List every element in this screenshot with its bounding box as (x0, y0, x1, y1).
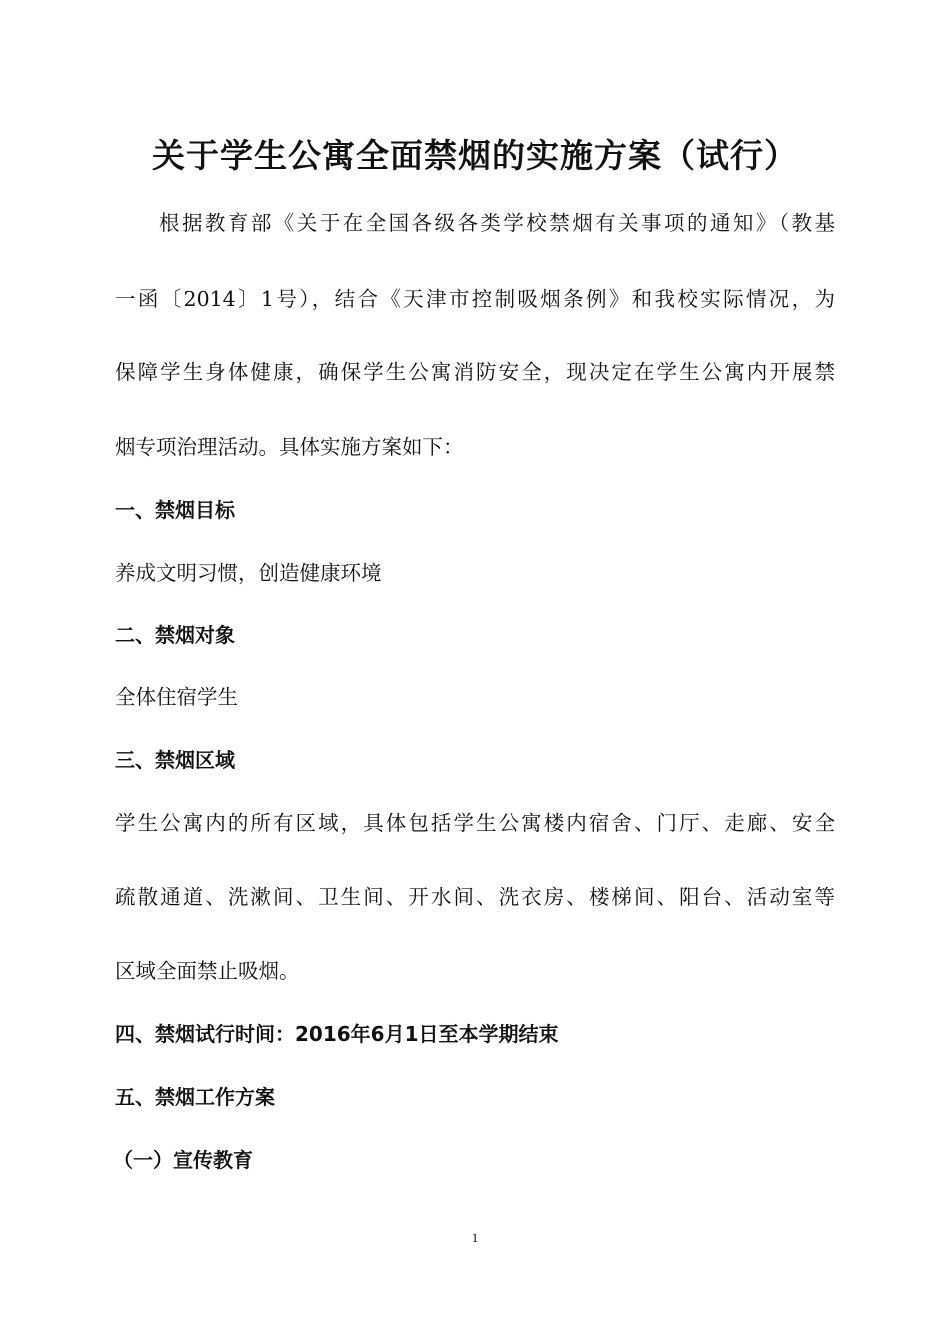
page-number: 1 (471, 1230, 479, 1245)
section-area-line-2: 疏散通道、洗漱间、卫生间、开水间、洗衣房、楼梯间、阳台、活动室等 (115, 885, 835, 909)
subsection-heading-education: （一）宣传教育 (113, 1148, 253, 1172)
section-body-goal: 养成文明习惯，创造健康环境 (115, 561, 382, 585)
intro-line-3: 保障学生身体健康，确保学生公寓消防安全，现决定在学生公寓内开展禁 (115, 360, 835, 384)
intro-line-4: 烟专项治理活动。具体实施方案如下： (115, 435, 464, 459)
section-heading-plan: 五、禁烟工作方案 (115, 1085, 275, 1109)
document-title: 关于学生公寓全面禁烟的实施方案（试行） (152, 136, 798, 175)
section-body-target: 全体住宿学生 (115, 685, 238, 709)
section-area-line-1: 学生公寓内的所有区域，具体包括学生公寓楼内宿舍、门厅、走廊、安全 (115, 811, 835, 835)
intro-line-1: 根据教育部《关于在全国各级各类学校禁烟有关事项的通知》（教基 (159, 211, 835, 235)
section-heading-area: 三、禁烟区域 (115, 748, 235, 772)
section-area-line-3: 区域全面禁止吸烟。 (115, 959, 300, 983)
section-heading-target: 二、禁烟对象 (115, 623, 235, 647)
intro-line-2: 一函〔2014〕1号），结合《天津市控制吸烟条例》和我校实际情况，为 (115, 287, 835, 311)
section-heading-goal: 一、禁烟目标 (115, 498, 235, 522)
section-heading-time: 四、禁烟试行时间：2016年6月1日至本学期结束 (115, 1022, 559, 1046)
